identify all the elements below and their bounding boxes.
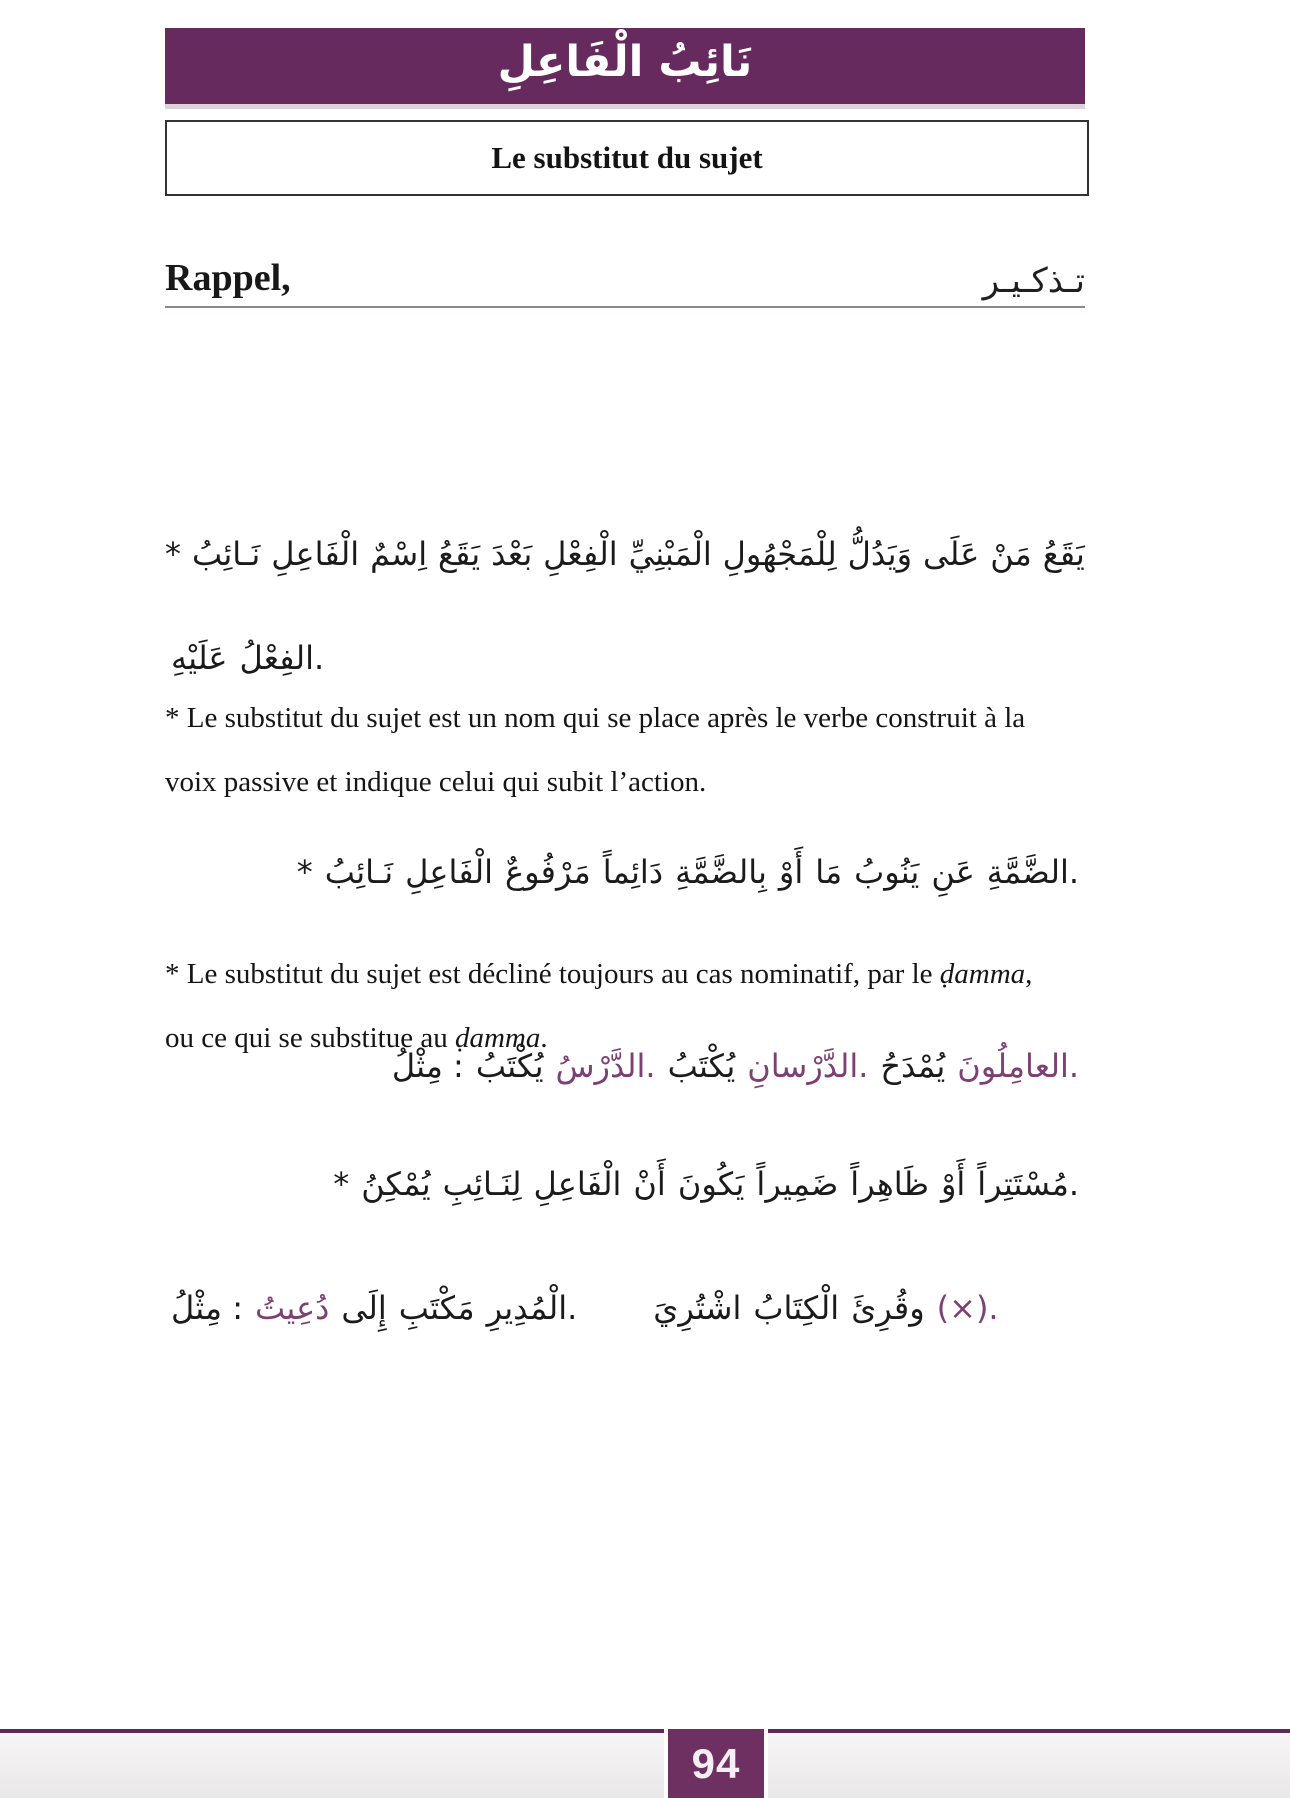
page-number: 94 (691, 1739, 741, 1787)
arabic-word: مَنْ (990, 535, 1032, 573)
arabic-word: يَنُوبُ (854, 853, 920, 891)
arabic-word: الْمَبْنِيِّ (628, 535, 712, 573)
arabic-word: الْفَاعِلِ (533, 1165, 622, 1203)
french-text-line (165, 750, 1085, 814)
arabic-word: لِلْمَجْهُولِ (722, 535, 837, 573)
arabic-rule-1-line-1 (165, 535, 1085, 573)
arabic-word: مَرْفُوعٌ (505, 853, 591, 891)
arabic-word: دَائِماً (602, 853, 664, 891)
rappel-label-french: Rappel, (165, 257, 291, 299)
arabic-word: إِلَى (341, 1289, 387, 1327)
arabic-rule-2 (165, 853, 1085, 891)
arabic-example-1 (165, 1047, 1085, 1085)
arabic-word: مُسْتَتِراً. (977, 1165, 1079, 1203)
page-number-box (664, 1729, 768, 1798)
french-translation-1 (165, 686, 1085, 814)
arabic-word: الْفَاعِلِ (405, 853, 494, 891)
subtitle-box (165, 120, 1089, 196)
arabic-word: ضَمِيراً (756, 1165, 839, 1203)
arabic-word: العامِلُونَ. (957, 1047, 1079, 1085)
french-text-line (165, 942, 1085, 1006)
arabic-word: يَقَعُ (438, 535, 481, 573)
arabic-word: اِسْمٌ (370, 535, 428, 573)
arabic-word: اشْتُرِيَ (653, 1289, 742, 1327)
footer-band (0, 1733, 1290, 1798)
rappel-row (165, 226, 1085, 300)
arabic-word: نَـائِبُ (191, 535, 261, 573)
arabic-word: عَنِ (931, 853, 975, 891)
text-segment: , (1025, 958, 1033, 990)
arabic-word: أَنْ (633, 1165, 666, 1203)
arabic-word: وَيَدُلُّ (847, 535, 913, 573)
arabic-word: الْفَاعِلِ (271, 535, 360, 573)
text-segment: * Le substitut du sujet est décliné toujours au cas nominatif, par le (165, 958, 940, 990)
arabic-word: الْمُدِيرِ. (486, 1289, 578, 1327)
arabic-word: ظَاهِراً (850, 1165, 929, 1203)
arabic-word: الضَّمَّةِ. (986, 853, 1079, 891)
chapter-title-arabic: نَائِبُ الْفَاعِلِ (497, 36, 753, 87)
arabic-word: مِثْلُ : (391, 1047, 464, 1085)
arabic-word: لِنَـائِبِ (442, 1165, 522, 1203)
arabic-word: يُمْدَحُ (880, 1047, 946, 1085)
arabic-word: يَكُونَ (677, 1165, 745, 1203)
arabic-word: يُكْتَبُ (475, 1047, 544, 1085)
text-segment: * Le substitut du sujet est un nom qui se place après le verbe construit à la (165, 702, 1026, 734)
arabic-word: الدَّرْسُ. (555, 1047, 656, 1085)
text-segment: . (540, 1022, 548, 1054)
arabic-word: (×). (936, 1289, 999, 1327)
arabic-word: * (333, 1165, 350, 1203)
arabic-word: عَلَى (922, 535, 980, 573)
arabic-word: بَعْدَ (491, 535, 533, 573)
arabic-word: الْكِتَابُ (753, 1289, 840, 1327)
italic-term: ḍamma (939, 958, 1026, 990)
arabic-word: عَلَيْهِ (171, 639, 228, 677)
text-segment: voix passive et indique celui qui subit l’action. (165, 766, 707, 798)
arabic-word: * (296, 853, 313, 891)
section-divider-rule (165, 306, 1085, 308)
arabic-word: أَوْ (778, 853, 804, 891)
french-text-line (165, 686, 1085, 750)
arabic-word: يُمْكِنُ (361, 1165, 431, 1203)
arabic-word: يَقَعُ (1042, 535, 1085, 573)
text-segment: ou ce qui se substitue au (165, 1022, 455, 1054)
arabic-word: الدَّرْسانِ. (747, 1047, 869, 1085)
arabic-example-2 (165, 1289, 1085, 1327)
arabic-word: الفِعْلُ. (239, 639, 325, 677)
subtitle-french: Le substitut du sujet (491, 140, 763, 175)
arabic-word: نَـائِبُ (324, 853, 394, 891)
arabic-word: مَا (815, 853, 843, 891)
arabic-word: يُكْتَبُ (667, 1047, 736, 1085)
arabic-word: الْفِعْلِ (543, 535, 618, 573)
rappel-label-arabic: تـذكـيـر (982, 260, 1085, 301)
italic-term: ḍamma (454, 1022, 541, 1054)
arabic-word: وقُرِئَ (851, 1289, 925, 1327)
arabic-word: بِالضَّمَّةِ (675, 853, 767, 891)
arabic-word: دُعِيتُ (254, 1289, 330, 1327)
arabic-word: مَكْتَبِ (398, 1289, 475, 1327)
chapter-header-banner (165, 28, 1085, 109)
arabic-word: مِثْلُ : (171, 1289, 243, 1327)
arabic-rule-1-line-2 (165, 639, 1085, 677)
arabic-word: * (165, 535, 181, 573)
arabic-rule-3 (165, 1165, 1085, 1203)
arabic-word: أَوْ (940, 1165, 966, 1203)
